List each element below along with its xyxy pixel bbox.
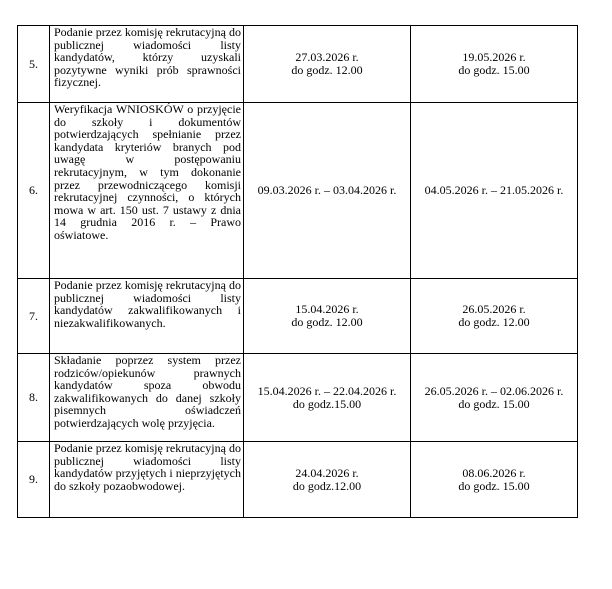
first-term-date-line2: do godz.12.00 xyxy=(292,478,362,493)
second-term-date-line1: 08.06.2026 r. xyxy=(462,465,526,480)
second-term-date xyxy=(411,354,578,442)
table-row xyxy=(18,442,578,518)
second-term-date-line2: do godz. 15.00 xyxy=(458,63,530,77)
second-term-date xyxy=(411,279,578,354)
first-term-date-line1: 24.04.2026 r. xyxy=(295,465,359,480)
first-term-date-line1: 27.03.2026 r. xyxy=(295,50,359,65)
row-description-text: Składanie poprzez system przez rodziców/opiekunów prawnych kandydatów spoza obwodu zakwalifikowanych do danej szkoły pisemnych oświadczeń potwierdzających wolę przyjęcia. xyxy=(54,353,241,430)
second-term-date-line2: do godz. 15.00 xyxy=(458,396,530,411)
row-description-text: Weryfikacja WNIOSKÓW o przyjęcie do szkoły i dokumentów potwierdzających spełnianie przez kandydata kryteriów branych pod uwagę w postępowaniu rekrutacyjnym, w tym dokonanie przez przewodniczącego komisji rekrutacyjnej czynności, o których mowa w art. 150 ust. 7 ustawy z dnia 14 grudnia 2016 r. – Prawo oświatowe. xyxy=(54,102,241,242)
first-term-date-line2: do godz. 12.00 xyxy=(291,63,363,77)
table-row xyxy=(18,354,578,442)
row-number: 5. xyxy=(18,26,50,103)
row-number: 7. xyxy=(18,279,50,354)
second-term-date-line1: 26.05.2026 r. xyxy=(462,302,526,317)
first-term-date-line2: do godz. 12.00 xyxy=(291,315,363,329)
table-row xyxy=(18,103,578,279)
row-description xyxy=(50,279,244,354)
row-description xyxy=(50,103,244,279)
table-row xyxy=(18,26,578,103)
recruitment-schedule-table xyxy=(17,25,578,518)
second-term-date-line1: 04.05.2026 r. – 21.05.2026 r. xyxy=(424,183,564,198)
row-number: 6. xyxy=(18,103,50,279)
second-term-date-line2: do godz. 15.00 xyxy=(458,478,530,493)
first-term-date xyxy=(244,103,411,279)
row-description-text: Podanie przez komisję rekrutacyjną do publicznej wiadomości listy kandydatów zakwalifikowanych i niezakwalifikowanych. xyxy=(54,278,241,330)
row-description xyxy=(50,442,244,518)
first-term-date-line1: 15.04.2026 r. xyxy=(295,302,359,317)
first-term-date xyxy=(244,26,411,103)
row-number: 8. xyxy=(18,354,50,442)
second-term-date xyxy=(411,442,578,518)
first-term-date xyxy=(244,442,411,518)
row-description xyxy=(50,354,244,442)
row-description xyxy=(50,26,244,103)
second-term-date-line2: do godz. 12.00 xyxy=(458,315,530,329)
second-term-date xyxy=(411,26,578,103)
second-term-date xyxy=(411,103,578,279)
first-term-date-line2: do godz.15.00 xyxy=(292,396,362,411)
second-term-date-line1: 26.05.2026 r. – 02.06.2026 r. xyxy=(424,383,564,398)
row-description-text: Podanie przez komisję rekrutacyjną do publicznej wiadomości listy kandydatów, którzy uzyskali pozytywne wyniki prób sprawności fizycznej. xyxy=(54,25,241,90)
table-row xyxy=(18,279,578,354)
first-term-date xyxy=(244,354,411,442)
first-term-date-line1: 09.03.2026 r. – 03.04.2026 r. xyxy=(257,183,397,198)
first-term-date-line1: 15.04.2026 r. – 22.04.2026 r. xyxy=(257,383,397,398)
second-term-date-line1: 19.05.2026 r. xyxy=(462,50,526,65)
row-description-text: Podanie przez komisję rekrutacyjną do publicznej wiadomości listy kandydatów przyjętych i nieprzyjętych do szkoły pozaobwodowej. xyxy=(54,441,241,493)
first-term-date xyxy=(244,279,411,354)
row-number: 9. xyxy=(18,442,50,518)
